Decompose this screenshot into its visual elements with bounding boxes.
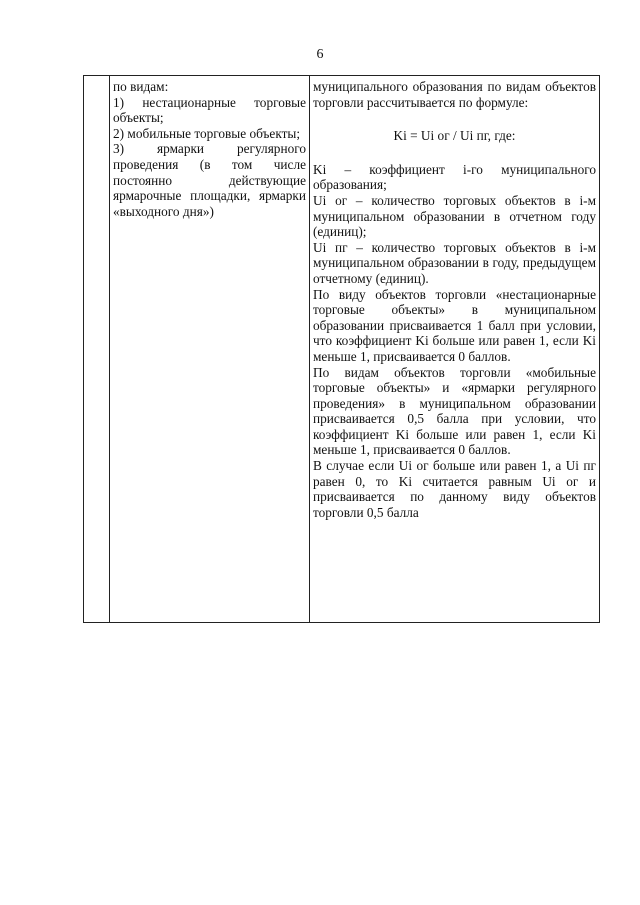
definition-ki: Ki – коэффициент i-го муниципального образования; <box>313 161 596 193</box>
method-intro: муниципального образования по видам объектов торговли рассчитывается по формуле: <box>313 79 596 110</box>
object-type-item: 3) ярмарки регулярного проведения (в том числе постоянно действующие ярмарочные площадки, ярмарки «выходного дня») <box>113 141 306 219</box>
object-type-item: 2) мобильные торговые объекты; <box>113 125 301 141</box>
table-row <box>84 76 600 623</box>
criteria-table <box>83 75 600 623</box>
row-number-cell <box>84 76 110 623</box>
definition-ui-pg: Ui пг – количество торговых объектов в i-м муниципальном образовании в году, предыдущем отчетному (единиц). <box>313 239 596 286</box>
formula: Ki = Ui ог / Ui пг, где: <box>393 128 516 144</box>
rule-zero-previous: В случае если Ui ог больше или равен 1, а Ui пг равен 0, то Ki считается равным Ui ог и присваивается по данному виду объектов торговли 0,5 балла <box>313 458 596 520</box>
page-number: 6 <box>316 47 324 62</box>
object-types-intro: по видам: <box>113 79 169 94</box>
rule-mobile-fairs: По видам объектов торговли «мобильные торговые объекты» и «ярмарки регулярного проведения» в муниципальном образовании присваивается 0,5 балла при условии, что коэффициент Ki больше или равен 1, если Ki меньше 1, присваивается 0 баллов. <box>313 364 596 458</box>
calculation-method-cell <box>310 76 600 623</box>
object-types-cell <box>110 76 310 623</box>
rule-nonstationary: По виду объектов торговли «нестационарные торговые объекты» в муниципальном образовании присваивается 1 балл при условии, что коэффициент Ki больше или равен 1, если Ki меньше 1, присваивается 0 баллов. <box>313 286 596 364</box>
object-type-item: 1) нестационарные торговые объекты; <box>113 94 306 126</box>
definition-ui-og: Ui ог – количество торговых объектов в i-м муниципальном образовании в отчетном году (единиц); <box>313 192 596 240</box>
